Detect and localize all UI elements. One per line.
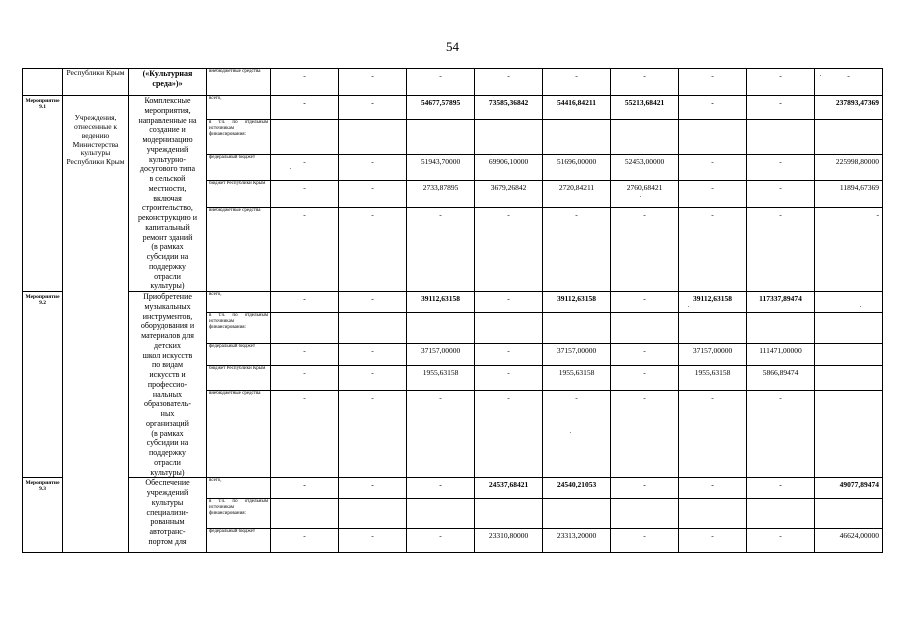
value-cell — [815, 390, 883, 478]
responsible-cell: Республики Крым — [63, 69, 129, 96]
measure-title-line: специализи- — [146, 507, 189, 517]
value-cell: - — [271, 208, 339, 292]
funding-source-cell: бюджет Республики Крым — [207, 180, 271, 208]
value-cell: - — [747, 390, 815, 478]
measure-title-line: учреждений — [146, 144, 189, 154]
table-body — [23, 69, 883, 553]
table-row — [23, 478, 883, 499]
value-cell — [611, 120, 679, 155]
funding-source-cell: внебюджетные средства — [207, 69, 271, 96]
value-cell: - — [679, 69, 747, 96]
value-cell: - — [679, 390, 747, 478]
value-cell: - — [339, 96, 407, 120]
value-cell: 37157,00000 — [679, 343, 747, 365]
funding-source-cell: всего, — [207, 478, 271, 499]
value-cell: 2733,87895 — [407, 180, 475, 208]
funding-source-cell: в т.ч. по отдельным источникам финансирования: — [207, 499, 271, 529]
value-cell — [407, 499, 475, 529]
measure-title-line: капитальный — [145, 222, 190, 232]
value-cell: - — [271, 343, 339, 365]
value-cell: - — [339, 366, 407, 390]
measure-title-line: рованным — [150, 517, 185, 527]
value-cell — [543, 120, 611, 155]
measure-title-line: Комплексные — [144, 96, 191, 105]
measure-title-line: детских — [154, 340, 181, 350]
funding-source-cell: бюджет Республики Крым — [207, 366, 271, 390]
value-cell — [271, 313, 339, 344]
value-cell: - — [679, 180, 747, 208]
value-cell: 37157,00000 — [543, 343, 611, 365]
value-cell — [271, 499, 339, 529]
measure-title-line: отрасли — [154, 457, 181, 467]
value-cell — [679, 499, 747, 529]
value-cell: 23310,80000 — [475, 529, 543, 553]
value-cell: - — [475, 390, 543, 478]
value-cell: - — [407, 208, 475, 292]
value-cell: - — [611, 478, 679, 499]
measure-title-line: поддержку — [148, 261, 187, 271]
value-cell — [475, 499, 543, 529]
value-cell — [679, 313, 747, 344]
funding-source-cell: в т.ч. по отдельным источникам финансирования: — [207, 120, 271, 155]
value-cell: 117337,89474 — [747, 292, 815, 313]
value-cell — [339, 120, 407, 155]
measure-title-line: отрасли — [154, 271, 181, 281]
measure-title-line: инструментов, — [142, 311, 193, 321]
value-cell: 54677,57895 — [407, 96, 475, 120]
funding-source-cell: всего, — [207, 292, 271, 313]
value-cell — [747, 120, 815, 155]
value-cell: - — [339, 292, 407, 313]
value-cell — [339, 499, 407, 529]
value-cell: - — [339, 390, 407, 478]
measure-title-line: учреждений — [146, 488, 189, 497]
measure-title-line: образователь- — [143, 399, 192, 409]
value-cell: 2720,84211 — [543, 180, 611, 208]
value-cell: - — [475, 208, 543, 292]
measure-title-line: материалов для — [141, 331, 194, 340]
value-cell: - — [679, 529, 747, 553]
measure-title-line: культуры) — [150, 281, 185, 291]
measure-title-line: культурно- — [148, 154, 187, 164]
value-cell: - — [611, 208, 679, 292]
funding-source-cell: федеральный бюджет — [207, 529, 271, 553]
measure-title-line: (в рамках — [151, 242, 184, 252]
measure-title-line: субсидии на — [146, 438, 189, 448]
responsible-group-cell: Учреждения, отнесенные к ведению Министерства культуры Республики Крым — [63, 96, 129, 553]
budget-table — [22, 68, 883, 553]
value-cell — [475, 120, 543, 155]
value-cell: - — [747, 69, 815, 96]
measure-title-line: (в рамках — [151, 428, 184, 438]
measure-id-cell: Мероприятие 9.3 — [23, 478, 63, 553]
value-cell — [815, 313, 883, 344]
measure-title-line: строительство, — [142, 203, 193, 213]
value-cell: - — [271, 292, 339, 313]
measure-title-line: культуры — [151, 497, 184, 507]
measure-id-cell — [23, 69, 63, 96]
value-cell — [815, 366, 883, 390]
value-cell: 39112,63158 — [543, 292, 611, 313]
value-cell: - — [407, 390, 475, 478]
value-cell: 5866,89474 — [747, 366, 815, 390]
value-cell: - — [339, 180, 407, 208]
value-cell: - — [611, 292, 679, 313]
funding-source-cell: внебюджетные средства — [207, 390, 271, 478]
measure-title-line: местности, — [148, 183, 187, 193]
value-cell: - — [543, 390, 611, 478]
measure-title-line: оборудования и — [140, 321, 195, 331]
measure-title-cell — [129, 292, 207, 478]
value-cell: - — [271, 529, 339, 553]
funding-source-cell: федеральный бюджет — [207, 155, 271, 181]
value-cell: 1955,63158 — [407, 366, 475, 390]
value-cell: 1955,63158 — [543, 366, 611, 390]
measure-title-line: направленные на — [138, 115, 197, 125]
measure-title-line: ных — [160, 409, 175, 418]
value-cell: - — [339, 343, 407, 365]
value-cell — [407, 313, 475, 344]
value-cell: - — [611, 529, 679, 553]
value-cell — [747, 313, 815, 344]
value-cell — [815, 343, 883, 365]
funding-source-cell: федеральный бюджет — [207, 343, 271, 365]
value-cell: 237893,47369 — [815, 96, 883, 120]
value-cell: - — [407, 478, 475, 499]
value-cell: - — [271, 390, 339, 478]
table-row — [23, 292, 883, 313]
measure-title-line: искусств и — [149, 370, 186, 379]
measure-title-line: включая — [153, 193, 182, 203]
value-cell: 54416,84211 — [543, 96, 611, 120]
value-cell: - — [339, 208, 407, 292]
measure-title-line: реконструкцию и — [137, 213, 198, 222]
value-cell: - — [611, 366, 679, 390]
value-cell — [271, 120, 339, 155]
measure-title-line: нальных — [152, 389, 183, 399]
value-cell: - — [747, 155, 815, 181]
value-cell — [815, 292, 883, 313]
value-cell: 46624,00000 — [815, 529, 883, 553]
value-cell: - — [339, 155, 407, 181]
value-cell: 37157,00000 — [407, 343, 475, 365]
measure-title-line: организаций — [146, 418, 189, 428]
value-cell: - — [475, 343, 543, 365]
value-cell: - — [475, 292, 543, 313]
value-cell: - — [747, 208, 815, 292]
value-cell: - — [611, 390, 679, 478]
table-row — [23, 96, 883, 120]
measure-title-cell — [129, 478, 207, 553]
value-cell: - — [679, 155, 747, 181]
value-cell — [407, 120, 475, 155]
value-cell — [815, 499, 883, 529]
funding-source-cell: всего, — [207, 96, 271, 120]
value-cell: 49077,89474 — [815, 478, 883, 499]
value-cell — [543, 313, 611, 344]
value-cell: 225998,80000 — [815, 155, 883, 181]
value-cell: - — [271, 366, 339, 390]
measure-title-line: досугового типа — [139, 164, 196, 174]
measure-title-line: создание и — [149, 125, 186, 135]
value-cell: - — [271, 96, 339, 120]
measure-title-line: Приобретение — [143, 292, 192, 301]
measure-title-line: ремонт зданий — [142, 232, 193, 242]
measure-title-line: мероприятия, — [144, 105, 191, 115]
measure-title-line: поддержку — [148, 448, 187, 457]
value-cell: - — [747, 96, 815, 120]
value-cell: - — [407, 69, 475, 96]
value-cell: 39112,63158 — [679, 292, 747, 313]
value-cell: - — [543, 69, 611, 96]
value-cell: 51696,00000 — [543, 155, 611, 181]
value-cell — [747, 499, 815, 529]
value-cell: - — [747, 478, 815, 499]
value-cell: 24540,21053 — [543, 478, 611, 499]
value-cell: - — [679, 208, 747, 292]
value-cell: - — [611, 69, 679, 96]
value-cell: - — [271, 69, 339, 96]
value-cell: 11894,67369 — [815, 180, 883, 208]
measure-title-line: музыкальных — [144, 301, 191, 311]
value-cell: 23313,20000 — [543, 529, 611, 553]
value-cell: - — [543, 208, 611, 292]
measure-title-line: по видам — [151, 360, 184, 370]
value-cell: - — [339, 478, 407, 499]
value-cell — [611, 313, 679, 344]
value-cell: - — [815, 69, 883, 96]
value-cell: - — [339, 529, 407, 553]
value-cell: - — [339, 69, 407, 96]
value-cell: 24537,68421 — [475, 478, 543, 499]
funding-source-cell: в т.ч. по отдельным источникам финансирования: — [207, 313, 271, 344]
value-cell: 111471,00000 — [747, 343, 815, 365]
value-cell — [611, 499, 679, 529]
value-cell — [339, 313, 407, 344]
table-row — [23, 69, 883, 96]
measure-title-line: автотранс- — [149, 527, 186, 536]
value-cell: - — [475, 366, 543, 390]
value-cell: 55213,68421 — [611, 96, 679, 120]
value-cell: - — [611, 343, 679, 365]
value-cell — [815, 120, 883, 155]
value-cell: - — [271, 478, 339, 499]
value-cell: 39112,63158 — [407, 292, 475, 313]
measure-title-line: школ искусств — [142, 350, 193, 360]
measure-id-cell: Мероприятие 9.1 — [23, 96, 63, 292]
value-cell: 1955,63158 — [679, 366, 747, 390]
measure-title-line: субсидии на — [146, 252, 189, 261]
program-name-cell: («Культурная среда»)» — [129, 69, 207, 96]
funding-source-cell: внебюджетные средства — [207, 208, 271, 292]
measure-id-cell: Мероприятие 9.2 — [23, 292, 63, 478]
measure-title-cell — [129, 96, 207, 292]
value-cell: - — [747, 529, 815, 553]
measure-title-line: в сельской — [149, 174, 186, 183]
measure-title-line: Обеспечение — [145, 478, 190, 488]
value-cell: 2760,68421 — [611, 180, 679, 208]
value-cell: - — [475, 69, 543, 96]
measure-title-line: профессио- — [147, 379, 188, 389]
value-cell — [475, 313, 543, 344]
measure-title-line: портом для — [148, 536, 187, 546]
value-cell: 51943,70000 — [407, 155, 475, 181]
measure-title-line: модернизацию — [142, 135, 193, 144]
measure-title-line: культуры) — [150, 467, 185, 477]
value-cell: - — [271, 180, 339, 208]
value-cell: 52453,00000 — [611, 155, 679, 181]
value-cell: 73585,36842 — [475, 96, 543, 120]
value-cell: 69906,10000 — [475, 155, 543, 181]
value-cell: - — [679, 478, 747, 499]
value-cell: - — [271, 155, 339, 181]
page-number: 54 — [446, 39, 459, 54]
value-cell: 3679,26842 — [475, 180, 543, 208]
value-cell — [679, 120, 747, 155]
value-cell: - — [407, 529, 475, 553]
value-cell: - — [747, 180, 815, 208]
value-cell: - — [815, 208, 883, 292]
value-cell: - — [679, 96, 747, 120]
value-cell — [543, 499, 611, 529]
